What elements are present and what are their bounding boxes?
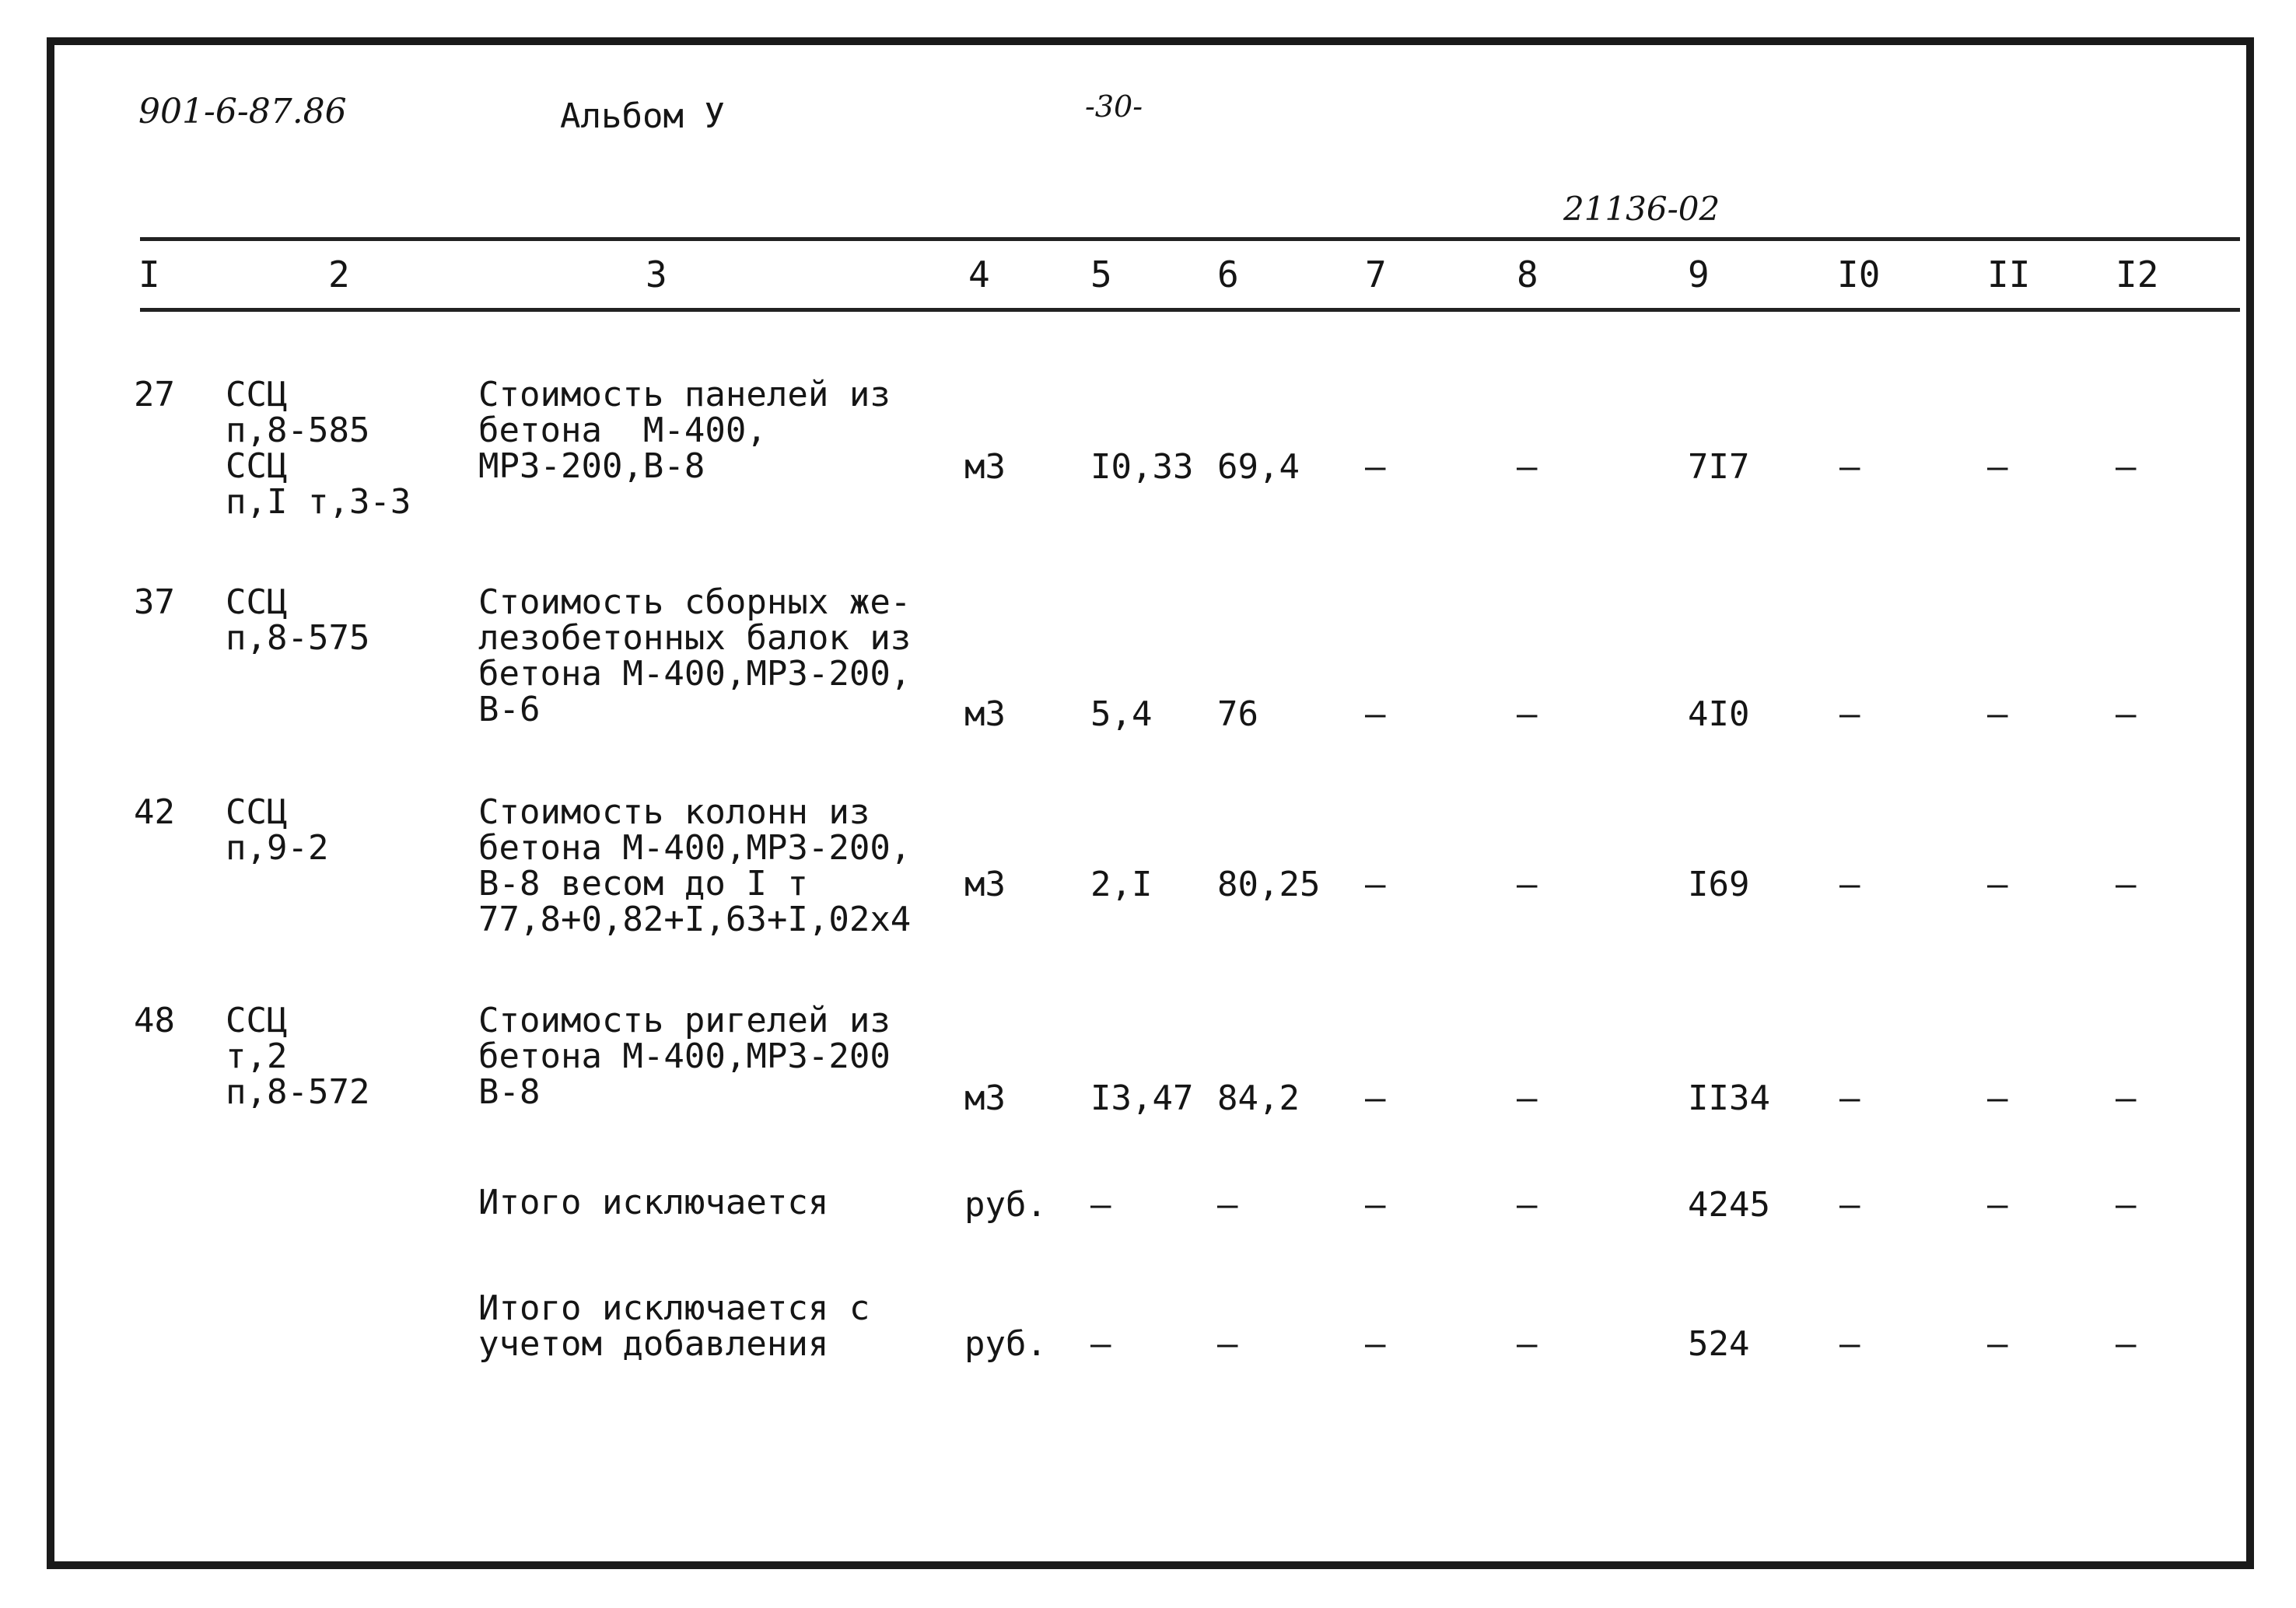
cell-col-8: – [1517, 865, 1538, 904]
price-reference: ССЦ п,8-575 [226, 582, 370, 658]
column-number: 6 [1217, 253, 1239, 295]
cell-col-10: – [1839, 694, 1860, 734]
cell-col-11: – [1987, 447, 2008, 487]
total-label: Итого исключается [478, 1183, 829, 1222]
column-number: 7 [1365, 253, 1387, 295]
unit: м3 [964, 865, 1006, 904]
cell-col-8: – [1517, 1078, 1538, 1118]
quantity: I3,47 [1090, 1078, 1194, 1118]
item-description: Стоимость колонн из бетона М-400,МРЗ-200, В-8 весом до I т 77,8+0,82+I,63+I,02x4 [478, 792, 912, 939]
unit: м3 [964, 1078, 1006, 1118]
column-number: I0 [1837, 253, 1881, 295]
quantity: 5,4 [1090, 694, 1153, 734]
total-cost: 7I7 [1688, 447, 1750, 487]
unit-price: 76 [1217, 694, 1258, 734]
cell-col-10: – [1839, 1078, 1860, 1118]
table-top-rule [140, 237, 2240, 241]
cell-col-8: – [1517, 1185, 1538, 1225]
unit: руб. [964, 1324, 1047, 1364]
column-number: 5 [1090, 253, 1112, 295]
column-number: I [138, 253, 160, 295]
unit-price: 69,4 [1217, 447, 1300, 487]
cell-col-10: – [1839, 1185, 1860, 1225]
cell-col-11: – [1987, 1324, 2008, 1364]
row-number: 37 [134, 582, 175, 622]
cell-col-8: – [1517, 447, 1538, 487]
cell-col-10: – [1839, 1324, 1860, 1364]
cell-col-12: – [2116, 1185, 2137, 1225]
unit-price: 84,2 [1217, 1078, 1300, 1118]
column-number: 9 [1688, 253, 1710, 295]
album-title: Альбом У [560, 96, 725, 136]
item-description: Стоимость панелей из бетона М-400, МРЗ-200,В-8 [478, 375, 891, 486]
item-description: Стоимость сборных же- лезобетонных балок из бетона М-400,МРЗ-200, В-6 [478, 582, 912, 729]
column-number: I2 [2116, 253, 2159, 295]
cell-col-11: – [1987, 1078, 2008, 1118]
sheet-code: 21136-02 [1563, 190, 1720, 228]
quantity: I0,33 [1090, 447, 1194, 487]
total-cost: 4I0 [1688, 694, 1750, 734]
cell-col-7: – [1365, 1078, 1386, 1118]
cell-col-12: – [2116, 1324, 2137, 1364]
total-cost: 4245 [1688, 1185, 1770, 1225]
column-number: 4 [968, 253, 990, 295]
document-code: 901-6-87.86 [138, 92, 347, 131]
cell-col-7: – [1365, 1185, 1386, 1225]
cell-col-11: – [1987, 865, 2008, 904]
cell-col-7: – [1365, 694, 1386, 734]
unit: руб. [964, 1185, 1047, 1225]
cell-col-7: – [1365, 865, 1386, 904]
price-reference: ССЦ п,8-585 ССЦ п,I т,3-3 [226, 375, 411, 522]
total-cost: 524 [1688, 1324, 1750, 1364]
column-number: II [1987, 253, 2031, 295]
unit-price: 80,25 [1217, 865, 1321, 904]
price-reference: ССЦ п,9-2 [226, 792, 329, 868]
cell-col-10: – [1839, 865, 1860, 904]
cell-col-10: – [1839, 447, 1860, 487]
unit: м3 [964, 447, 1006, 487]
cell-col-12: – [2116, 1078, 2137, 1118]
cell-col-8: – [1517, 694, 1538, 734]
cell-col-12: – [2116, 865, 2137, 904]
total-cost: I69 [1688, 865, 1750, 904]
column-number: 2 [328, 253, 350, 295]
column-number: 3 [646, 253, 667, 295]
cell-col-8: – [1517, 1324, 1538, 1364]
unit: м3 [964, 694, 1006, 734]
column-number: 8 [1517, 253, 1538, 295]
quantity: 2,I [1090, 865, 1153, 904]
page-number: -30- [1085, 89, 1143, 124]
cell-col-12: – [2116, 694, 2137, 734]
cell-col-6: – [1217, 1324, 1238, 1364]
cell-col-6: – [1217, 1185, 1238, 1225]
row-number: 48 [134, 1001, 175, 1040]
price-reference: ССЦ т,2 п,8-572 [226, 1001, 370, 1112]
cell-col-11: – [1987, 694, 2008, 734]
cell-col-7: – [1365, 447, 1386, 487]
cell-col-5: – [1090, 1324, 1111, 1364]
total-label: Итого исключается с учетом добавления [478, 1288, 870, 1364]
item-description: Стоимость ригелей из бетона М-400,МРЗ-200 В-8 [478, 1001, 891, 1112]
cell-col-11: – [1987, 1185, 2008, 1225]
table-header-rule [140, 308, 2240, 312]
cell-col-7: – [1365, 1324, 1386, 1364]
cell-col-5: – [1090, 1185, 1111, 1225]
cell-col-12: – [2116, 447, 2137, 487]
row-number: 42 [134, 792, 175, 832]
total-cost: II34 [1688, 1078, 1770, 1118]
row-number: 27 [134, 375, 175, 414]
page-frame [47, 37, 2254, 1569]
